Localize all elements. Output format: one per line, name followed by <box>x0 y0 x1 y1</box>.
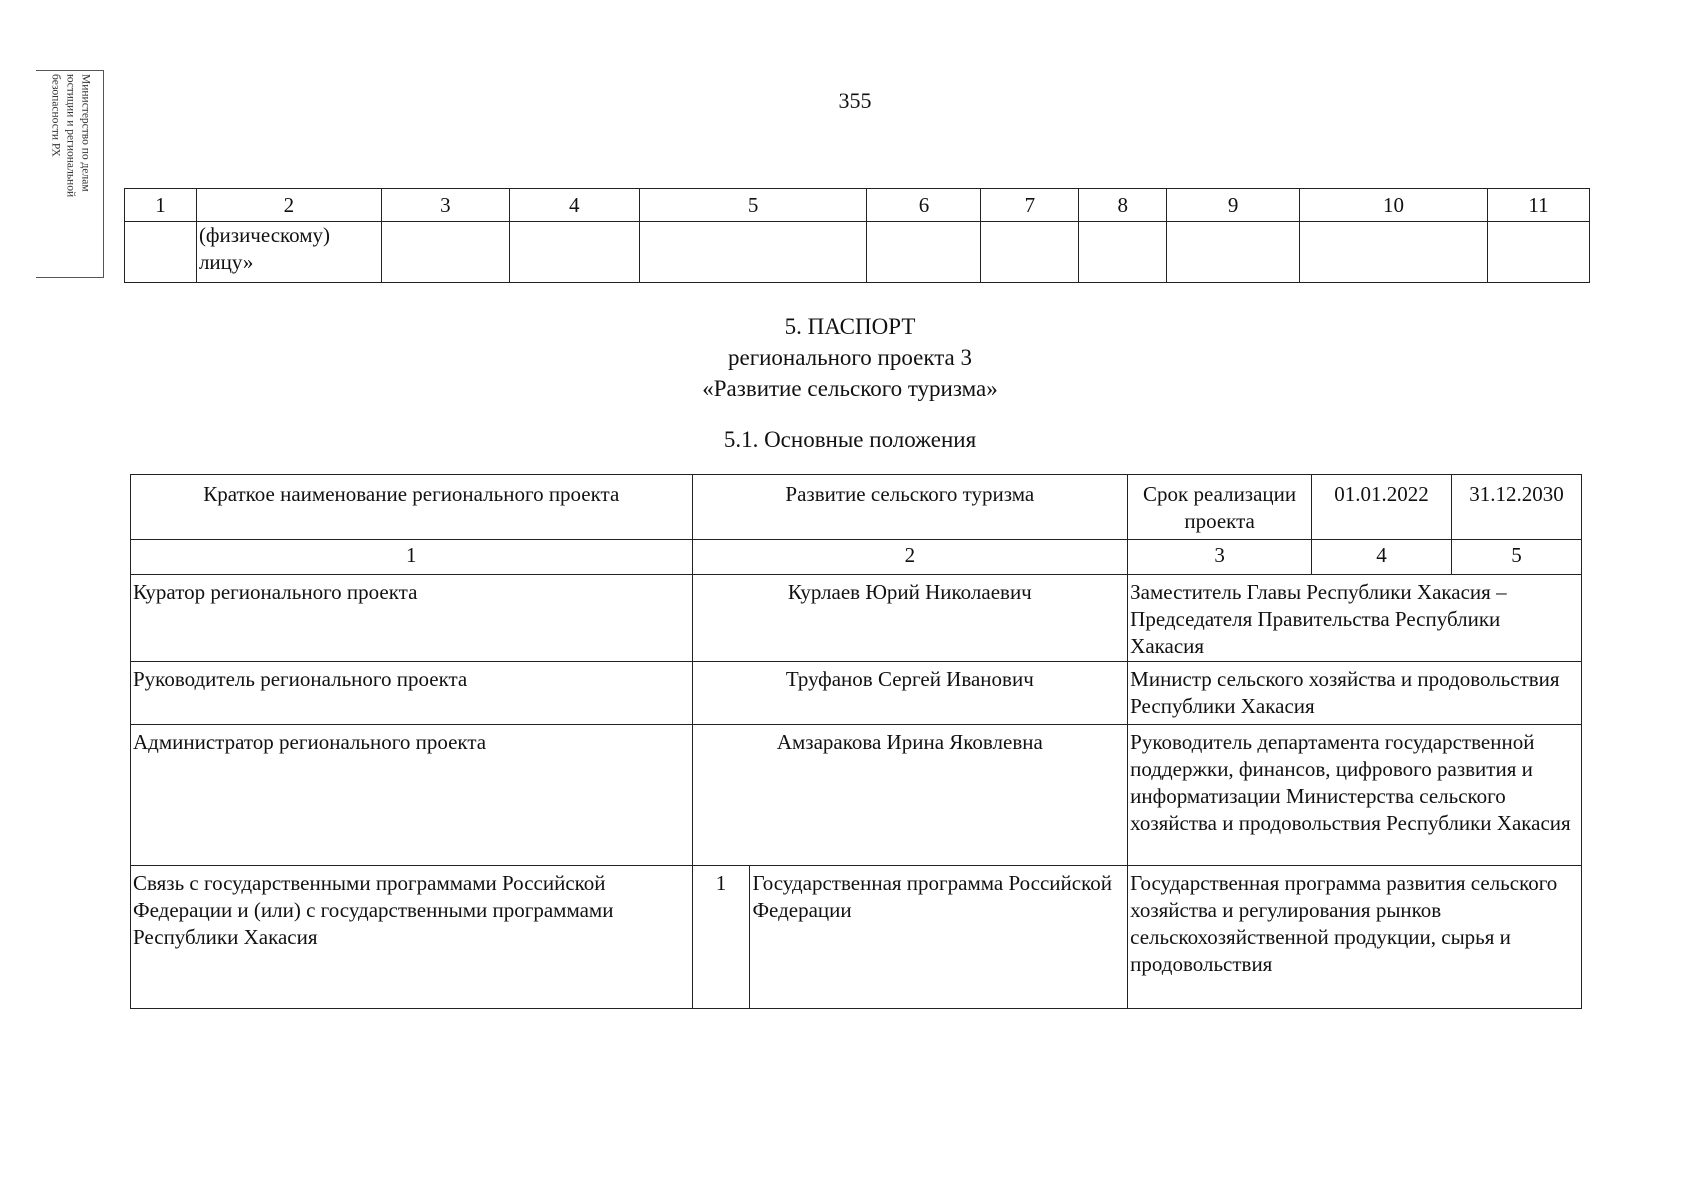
stamp-line: юстиции и региональной <box>64 74 76 198</box>
column-number: 9 <box>1167 189 1300 222</box>
table-cell: (физическому) лицу» <box>196 222 381 283</box>
table-row <box>125 222 1590 283</box>
column-number: 2 <box>692 540 1128 575</box>
term-label: Срок реализации проекта <box>1128 475 1312 540</box>
link-label: Связь с государственными программами Российской Федерации и (или) с государственными программами Республики Хакасия <box>131 866 693 1009</box>
table-cell <box>639 222 867 283</box>
curator-position: Заместитель Главы Республики Хакасия – Председателя Правительства Республики Хакасия <box>1128 575 1582 662</box>
stamp-text <box>47 74 92 274</box>
program-type: Государственная программа Российской Федерации <box>750 866 1128 1009</box>
table-cell <box>509 222 639 283</box>
column-number: 5 <box>1451 540 1581 575</box>
head-label: Руководитель регионального проекта <box>131 662 693 725</box>
column-number: 3 <box>381 189 509 222</box>
administrator-label: Администратор регионального проекта <box>131 725 693 866</box>
curator-label: Куратор регионального проекта <box>131 575 693 662</box>
short-name-label: Краткое наименование регионального проекта <box>131 475 693 540</box>
project-name: «Развитие сельского туризма» <box>702 376 998 401</box>
subsection-title: 5.1. Основные положения <box>723 427 977 452</box>
column-number: 11 <box>1487 189 1589 222</box>
table-row <box>131 540 1582 575</box>
stamp-line: безопасности РХ <box>49 74 61 157</box>
table-row <box>131 725 1582 866</box>
passport-table <box>130 474 1582 1009</box>
column-number: 6 <box>867 189 981 222</box>
column-number: 4 <box>1312 540 1452 575</box>
administrator-position: Руководитель департамента государственной поддержки, финансов, цифрового развития и информатизации Министерства сельского хозяйства и продовольствия Республики Хакасия <box>1128 725 1582 866</box>
head-position: Министр сельского хозяйства и продовольствия Республики Хакасия <box>1128 662 1582 725</box>
column-number: 10 <box>1300 189 1488 222</box>
administrator-name: Амзаракова Ирина Яковлевна <box>692 725 1128 866</box>
column-number: 1 <box>125 189 197 222</box>
end-date: 31.12.2030 <box>1451 475 1581 540</box>
head-name: Труфанов Сергей Иванович <box>692 662 1128 725</box>
table-cell <box>981 222 1079 283</box>
page-number: 355 <box>838 88 872 113</box>
column-number: 2 <box>196 189 381 222</box>
column-number: 5 <box>639 189 867 222</box>
column-number: 1 <box>131 540 693 575</box>
table-header-row <box>125 189 1590 222</box>
program-name: Государственная программа развития сельского хозяйства и регулирования рынков сельскохозяйственной продукции, сырья и продовольствия <box>1128 866 1582 1009</box>
start-date: 01.01.2022 <box>1312 475 1452 540</box>
table-cell <box>125 222 197 283</box>
registration-stamp <box>36 70 104 278</box>
link-number: 1 <box>692 866 750 1009</box>
table-cell <box>1167 222 1300 283</box>
column-number: 3 <box>1128 540 1312 575</box>
table-cell <box>1487 222 1589 283</box>
section-title: 5. ПАСПОРТ <box>784 314 916 339</box>
curator-name: Курлаев Юрий Николаевич <box>692 575 1128 662</box>
table-cell <box>381 222 509 283</box>
short-name-value: Развитие сельского туризма <box>692 475 1128 540</box>
column-number: 8 <box>1079 189 1167 222</box>
table-cell <box>1079 222 1167 283</box>
section-subtitle: регионального проекта 3 <box>727 345 972 370</box>
table-cell <box>867 222 981 283</box>
table-row <box>131 662 1582 725</box>
table-row <box>131 575 1582 662</box>
continued-table <box>124 188 1590 283</box>
column-number: 7 <box>981 189 1079 222</box>
table-row <box>131 475 1582 540</box>
stamp-line: Министерство по делам <box>79 74 91 192</box>
table-cell <box>1300 222 1488 283</box>
table-row <box>131 866 1582 1009</box>
column-number: 4 <box>509 189 639 222</box>
